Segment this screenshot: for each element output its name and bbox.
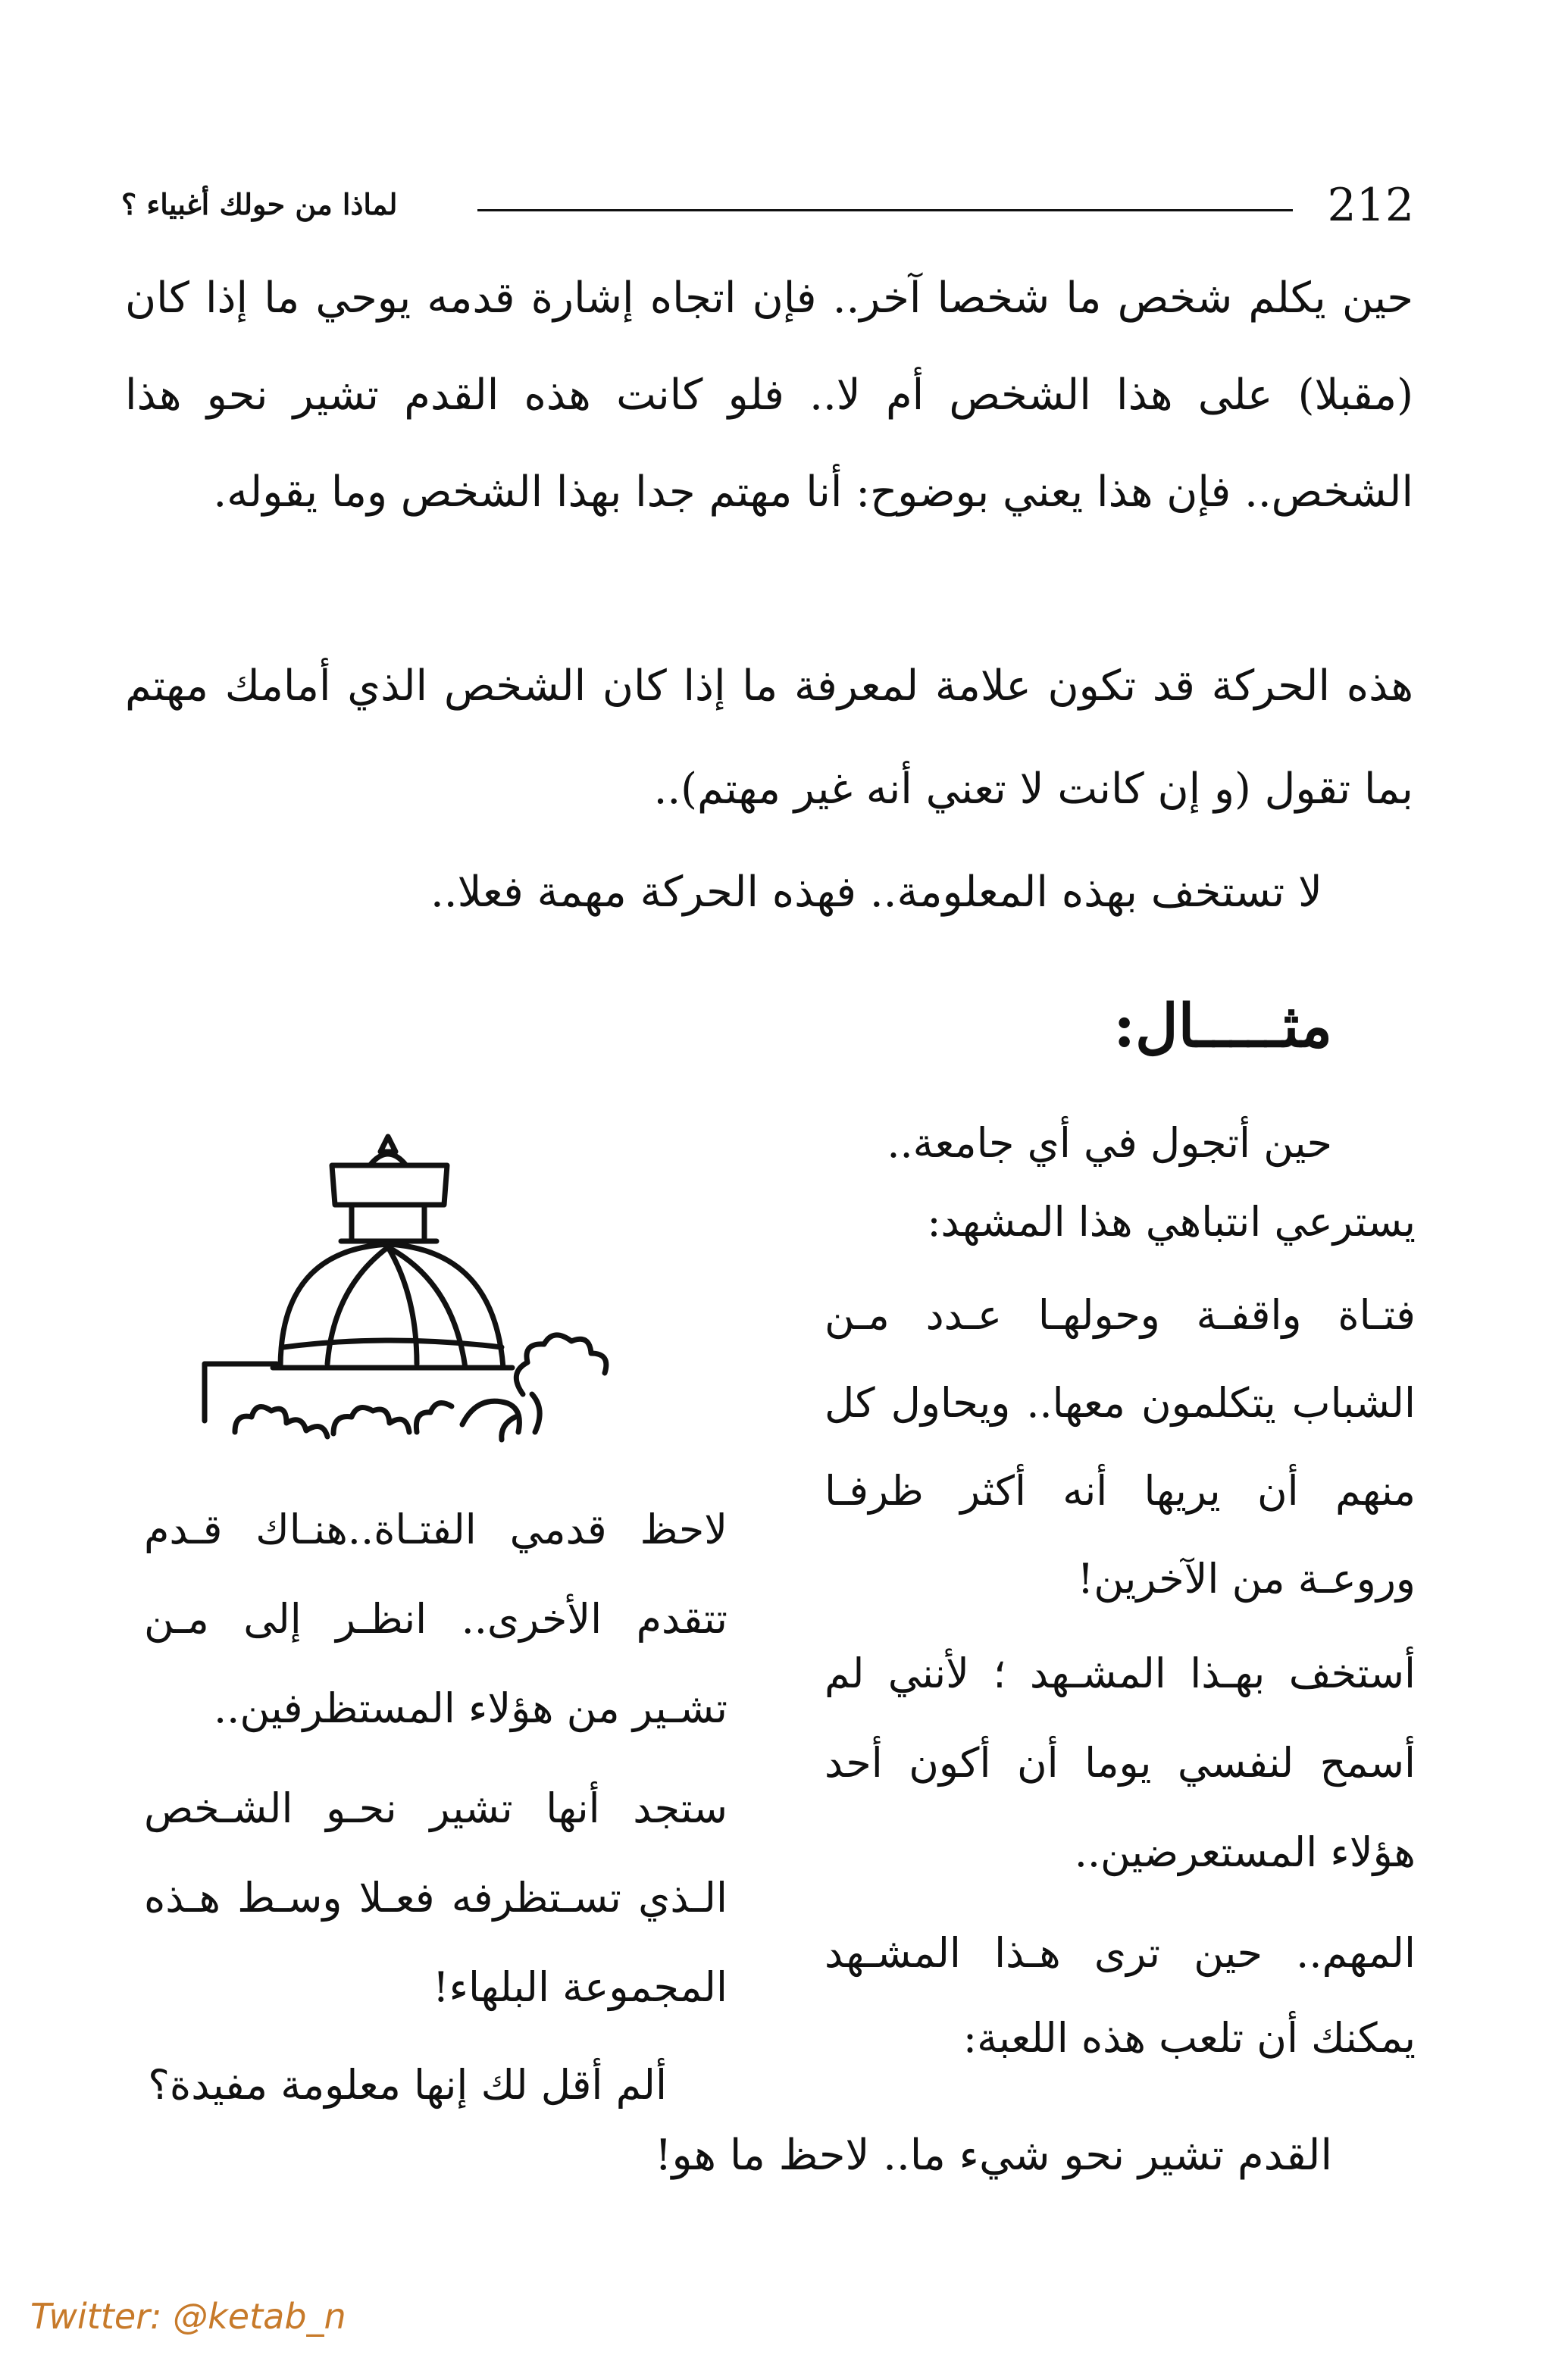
right-paragraph-3: المهم.. حين ترى هـذا المشـهد يمكنك أن تلعب هذه اللعبة: xyxy=(824,1929,1416,2062)
intro-paragraph: حين يكلم شخص ما شخصا آخر.. فإن اتجاه إشارة قدمه يوحي ما إذا كان (مقبلا) على هذا الشخص أم لا.. فلو كانت هذه القدم تشير نحو هذا الشخص.. فإن هذا يعني بوضوح: أنا مهتم جدا بهذا الشخص وما يقوله. xyxy=(125,274,1413,517)
page-number: 212 xyxy=(1327,179,1414,232)
running-header xyxy=(121,179,1414,232)
right-paragraph-1: فتـاة واقفـة وحولهـا عـدد مـن الشباب يتكلمون معها.. ويحاول كل منهم أن يريها أنه أكثر ظرفـا وروعـة من الآخرين! xyxy=(824,1291,1416,1603)
right-column xyxy=(824,1099,1416,2081)
right-paragraph-2: أستخف بهـذا المشـهد ؛ لأنني لم أسمح لنفسي يوما أن أكون أحد هؤلاء المستعرضين.. xyxy=(824,1650,1416,1876)
right-line-2: يسترعي انتباهي هذا المشهد: xyxy=(927,1198,1416,1246)
third-paragraph: لا تستخف بهذه المعلومة.. فهذه الحركة مهمة فعلا.. xyxy=(430,868,1322,917)
second-paragraph: هذه الحركة قد تكون علامة لمعرفة ما إذا كان الشخص الذي أمامك مهتم بما تقول (و إن كانت لا تعني أنه غير مهتم).. xyxy=(125,661,1414,814)
left-paragraph-3: ألم أقل لك إنها معلومة مفيدة؟ xyxy=(148,2061,667,2109)
right-line-1: حين أتجول في أي جامعة.. xyxy=(887,1119,1332,1167)
final-line: القدم تشير نحو شيء ما.. لاحظ ما هو! xyxy=(655,2131,1332,2180)
header-rule xyxy=(477,209,1293,211)
dome-building-sketch-icon xyxy=(189,1106,682,1455)
example-heading: مثـــــال: xyxy=(1113,992,1332,1061)
left-paragraph-1: لاحظ قدمي الفتـاة..هنـاك قـدم تتقدم الأخرى.. انظـر إلى مـن تشـير من هؤلاء المستظرفين.. xyxy=(144,1506,728,1732)
book-title: لماذا من حولك أغبياء ؟ xyxy=(121,187,398,221)
watermark: Twitter: @ketab_n xyxy=(30,2296,346,2337)
left-column xyxy=(144,1485,728,2128)
left-paragraph-2: ستجد أنها تشير نحـو الشـخص الـذي تسـتظرفه فعـلا وسـط هـذه المجموعة البلهاء! xyxy=(144,1784,728,2011)
